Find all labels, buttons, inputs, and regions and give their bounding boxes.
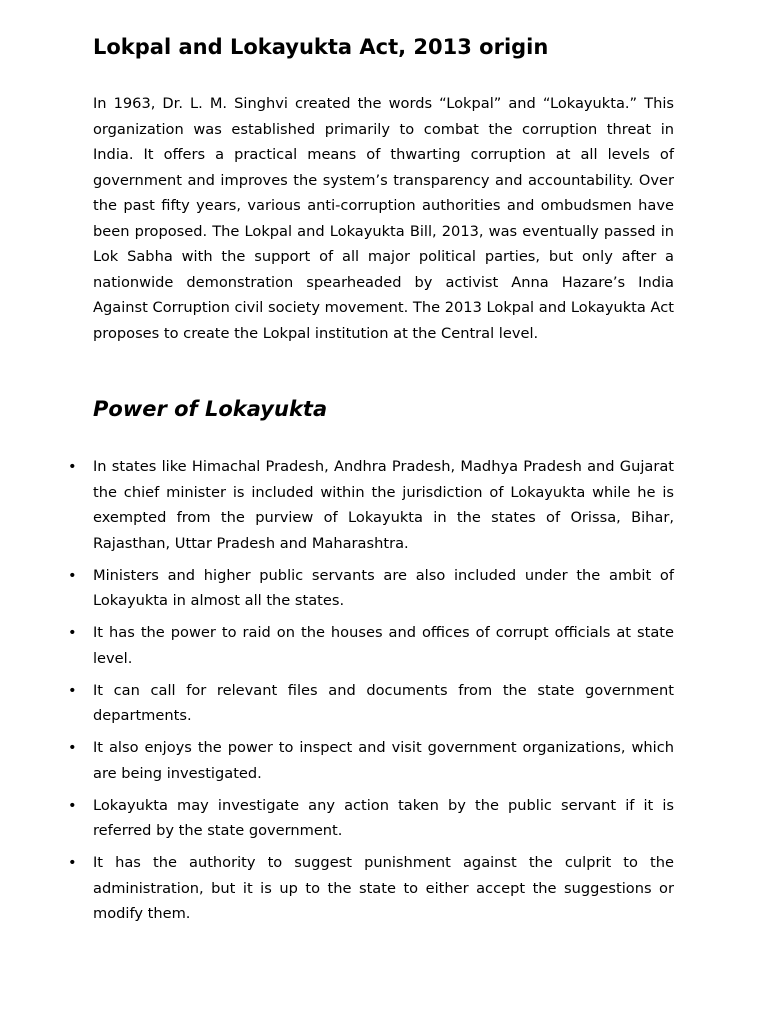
origin-paragraph: In 1963, Dr. L. M. Singhvi created the words “Lokpal” and “Lokayukta.” This organization was established primarily to combat the corruption threat in India. It offers a practical means of thwarting corruption at all levels of government and improves the system’s transparency and accountability. Over the past fifty years, various anti-corruption authorities and ombudsmen have been proposed. The Lokpal and Lokayukta Bill, 2013, was eventually passed in Lok Sabha with the support of all major political parties, but only after a nationwide demonstration spearheaded by activist Anna Hazare’s India Against Corruption civil society movement. The 2013 Lokpal and Lokayukta Act proposes to create the Lokpal institution at the Central level. bbox=[93, 95, 674, 342]
list-item bbox=[68, 735, 674, 786]
list-item bbox=[68, 563, 674, 614]
powers-list bbox=[68, 454, 674, 933]
list-item bbox=[68, 678, 674, 729]
list-item-text: It can call for relevant files and documents from the state government departments. bbox=[93, 681, 674, 724]
document-title: Lokpal and Lokayukta Act, 2013 origin bbox=[93, 35, 549, 59]
list-item-text: In states like Himachal Pradesh, Andhra Pradesh, Madhya Pradesh and Gujarat the chief minister is included within the jurisdiction of Lokayukta while he is exempted from the purview of Lokayukta in the states of Orissa, Bihar, Rajasthan, Uttar Pradesh and Maharashtra. bbox=[93, 458, 674, 552]
list-item-text: It has the authority to suggest punishment against the culprit to the administration, but it is up to the state to either accept the suggestions or modify them. bbox=[93, 854, 674, 922]
bullet-icon: • bbox=[68, 566, 77, 584]
list-item-text: It also enjoys the power to inspect and visit government organizations, which are being investigated. bbox=[93, 739, 674, 782]
bullet-icon: • bbox=[68, 739, 77, 756]
bullet-icon: • bbox=[68, 624, 77, 641]
bullet-icon: • bbox=[68, 458, 77, 475]
list-item-text: It has the power to raid on the houses and offices of corrupt officials at state level. bbox=[93, 624, 674, 667]
list-item bbox=[68, 793, 674, 844]
section-heading: Power of Lokayukta bbox=[93, 397, 328, 421]
list-item-text: Lokayukta may investigate any action taken by the public servant if it is referred by the state government. bbox=[93, 796, 674, 839]
bullet-icon: • bbox=[68, 796, 77, 814]
list-item bbox=[68, 454, 674, 556]
list-item bbox=[68, 620, 674, 671]
bullet-icon: • bbox=[68, 681, 77, 699]
list-item-text: Ministers and higher public servants are also included under the ambit of Lokayukta in almost all the states. bbox=[93, 566, 674, 609]
list-item bbox=[68, 850, 674, 927]
bullet-icon: • bbox=[68, 854, 77, 871]
